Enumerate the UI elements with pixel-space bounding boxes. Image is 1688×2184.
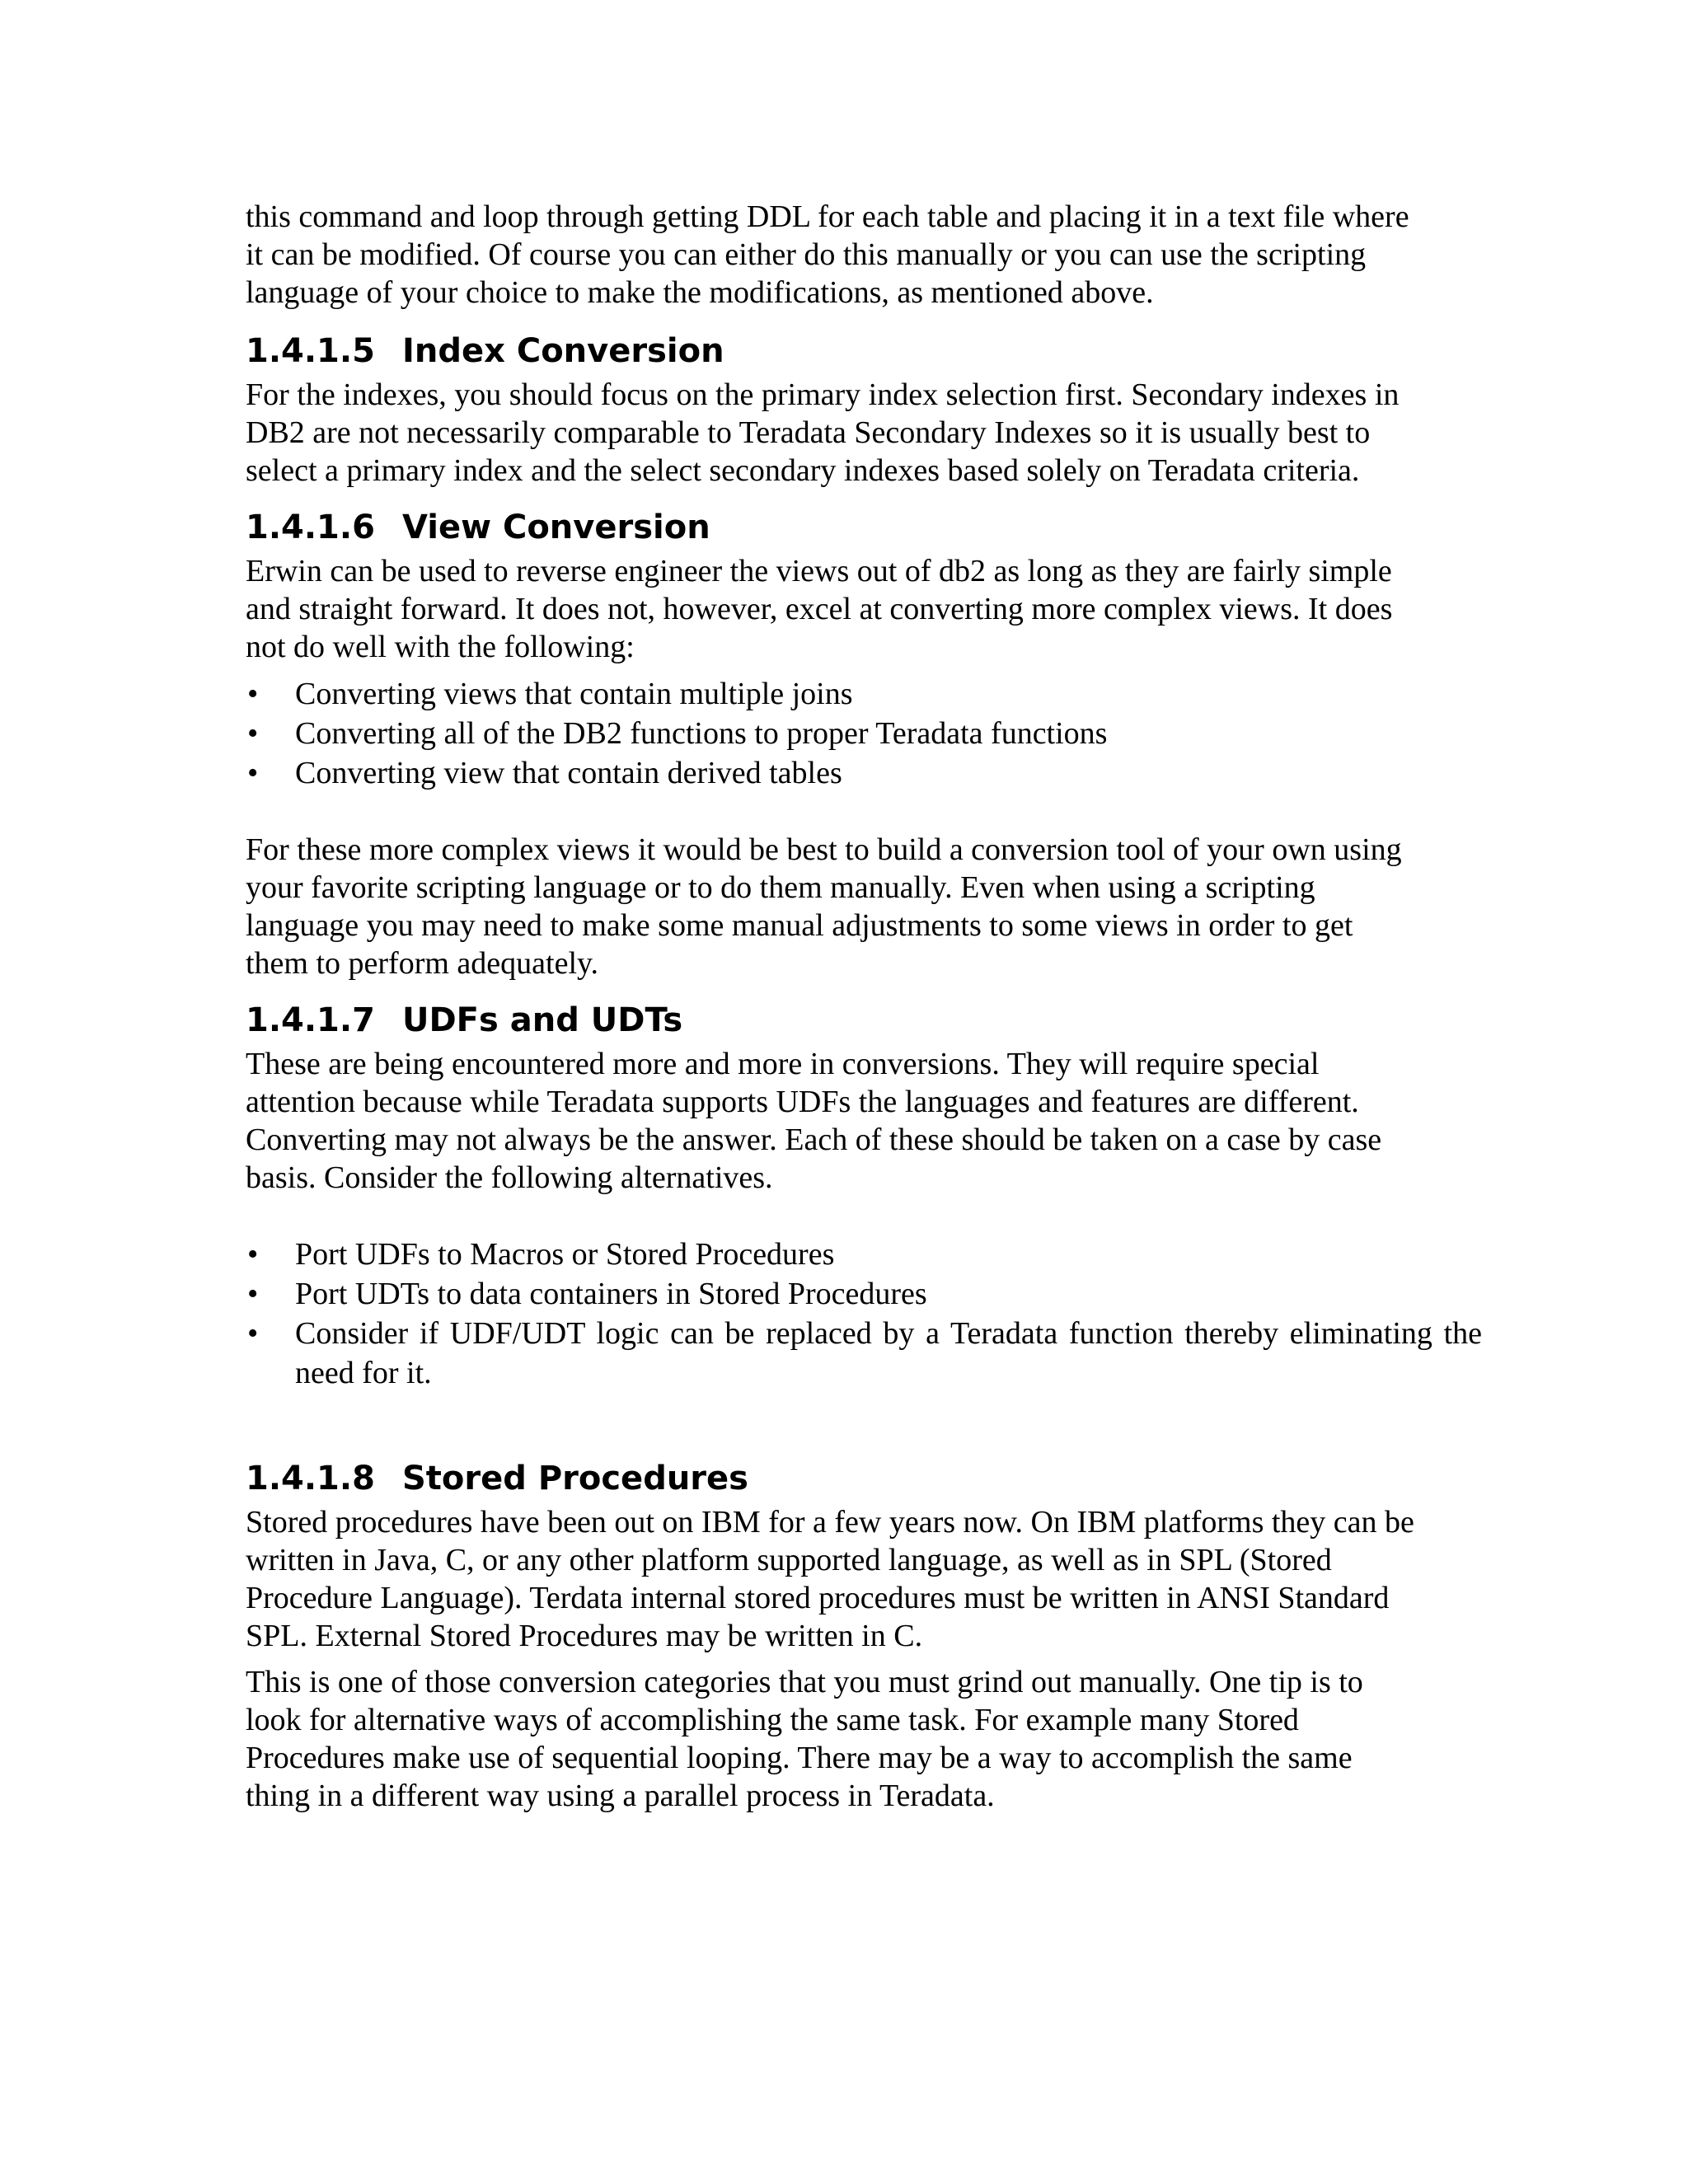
- section-heading-index-conversion: [246, 331, 1482, 371]
- paragraph-line: For the indexes, you should focus on the primary index selection first. Secondary indexes in: [246, 377, 1400, 412]
- list-item-text: Consider if UDF/UDT logic can be replaced by a Teradata function thereby eliminating the need for it.: [295, 1316, 1482, 1390]
- list-item: [246, 1314, 1482, 1393]
- view-conversion-bullet-list: [246, 674, 1482, 793]
- section-title: UDFs and UDTs: [402, 1001, 683, 1039]
- paragraph-line: basis. Consider the following alternatives.: [246, 1160, 773, 1195]
- intro-paragraph: [246, 198, 1482, 312]
- list-item-text: Converting view that contain derived tables: [295, 756, 842, 790]
- section-number: 1.4.1.7: [246, 1001, 375, 1039]
- bullet-icon: •: [247, 1277, 259, 1311]
- intro-line: language of your choice to make the modifications, as mentioned above.: [246, 275, 1154, 310]
- list-item-text: Converting all of the DB2 functions to proper Teradata functions: [295, 716, 1108, 751]
- paragraph-line: not do well with the following:: [246, 630, 635, 664]
- stored-procedures-tip-paragraph: [246, 1663, 1482, 1815]
- document-page: [246, 198, 1482, 1815]
- paragraph-line: Procedures make use of sequential looping. There may be a way to accomplish the same: [246, 1741, 1353, 1775]
- paragraph-line: select a primary index and the select secondary indexes based solely on Teradata criteria.: [246, 453, 1360, 488]
- section-title: Stored Procedures: [402, 1460, 748, 1497]
- index-conversion-paragraph: [246, 376, 1482, 490]
- stored-procedures-paragraph: [246, 1503, 1482, 1655]
- paragraph-line: your favorite scripting language or to do them manually. Even when using a scripting: [246, 870, 1315, 905]
- bullet-icon: •: [247, 716, 259, 751]
- paragraph-line: Converting may not always be the answer. Each of these should be taken on a case by case: [246, 1122, 1382, 1157]
- list-item: [246, 1235, 1482, 1274]
- paragraph-line: attention because while Teradata supports UDFs the languages and features are different.: [246, 1085, 1359, 1119]
- section-number: 1.4.1.6: [246, 509, 375, 546]
- udfs-udts-paragraph: [246, 1045, 1482, 1197]
- section-title: Index Conversion: [402, 332, 724, 370]
- list-item: [246, 714, 1482, 753]
- section-heading-udfs-and-udts: [246, 1001, 1482, 1040]
- paragraph-line: These are being encountered more and more in conversions. They will require special: [246, 1047, 1320, 1081]
- intro-line: it can be modified. Of course you can either do this manually or you can use the scripting: [246, 237, 1367, 272]
- list-item-text: Port UDFs to Macros or Stored Procedures: [295, 1237, 835, 1272]
- paragraph-line: language you may need to make some manual adjustments to some views in order to get: [246, 908, 1353, 943]
- section-number: 1.4.1.5: [246, 332, 375, 370]
- paragraph-line: SPL. External Stored Procedures may be written in C.: [246, 1619, 923, 1653]
- bullet-icon: •: [247, 1237, 259, 1272]
- paragraph-line: Erwin can be used to reverse engineer the views out of db2 as long as they are fairly simple: [246, 554, 1392, 588]
- paragraph-line: thing in a different way using a parallel process in Teradata.: [246, 1779, 995, 1813]
- section-title: View Conversion: [402, 509, 710, 546]
- paragraph-line: them to perform adequately.: [246, 946, 599, 981]
- section-heading-view-conversion: [246, 508, 1482, 547]
- paragraph-line: DB2 are not necessarily comparable to Teradata Secondary Indexes so it is usually best to: [246, 415, 1371, 450]
- list-item-text: Converting views that contain multiple joins: [295, 677, 853, 711]
- list-item-text: Port UDTs to data containers in Stored Procedures: [295, 1277, 927, 1311]
- paragraph-line: look for alternative ways of accomplishing the same task. For example many Stored: [246, 1703, 1299, 1737]
- complex-views-paragraph: [246, 831, 1482, 982]
- view-conversion-paragraph: [246, 552, 1482, 666]
- paragraph-line: written in Java, C, or any other platform supported language, as well as in SPL (Stored: [246, 1543, 1332, 1577]
- paragraph-line: For these more complex views it would be best to build a conversion tool of your own using: [246, 832, 1402, 867]
- paragraph-line: Stored procedures have been out on IBM for a few years now. On IBM platforms they can be: [246, 1505, 1414, 1540]
- bullet-icon: •: [247, 1316, 259, 1351]
- paragraph-line: and straight forward. It does not, however, excel at converting more complex views. It does: [246, 592, 1393, 626]
- section-heading-stored-procedures: [246, 1459, 1482, 1498]
- list-item: [246, 674, 1482, 714]
- list-item: [246, 753, 1482, 793]
- section-number: 1.4.1.8: [246, 1460, 375, 1497]
- bullet-icon: •: [247, 756, 259, 790]
- paragraph-line: Procedure Language). Terdata internal stored procedures must be written in ANSI Standard: [246, 1581, 1390, 1615]
- udf-alternatives-bullet-list: [246, 1235, 1482, 1393]
- list-item: [246, 1274, 1482, 1314]
- bullet-icon: •: [247, 677, 259, 711]
- intro-line: this command and loop through getting DDL for each table and placing it in a text file where: [246, 199, 1409, 234]
- paragraph-line: This is one of those conversion categories that you must grind out manually. One tip is to: [246, 1665, 1363, 1699]
